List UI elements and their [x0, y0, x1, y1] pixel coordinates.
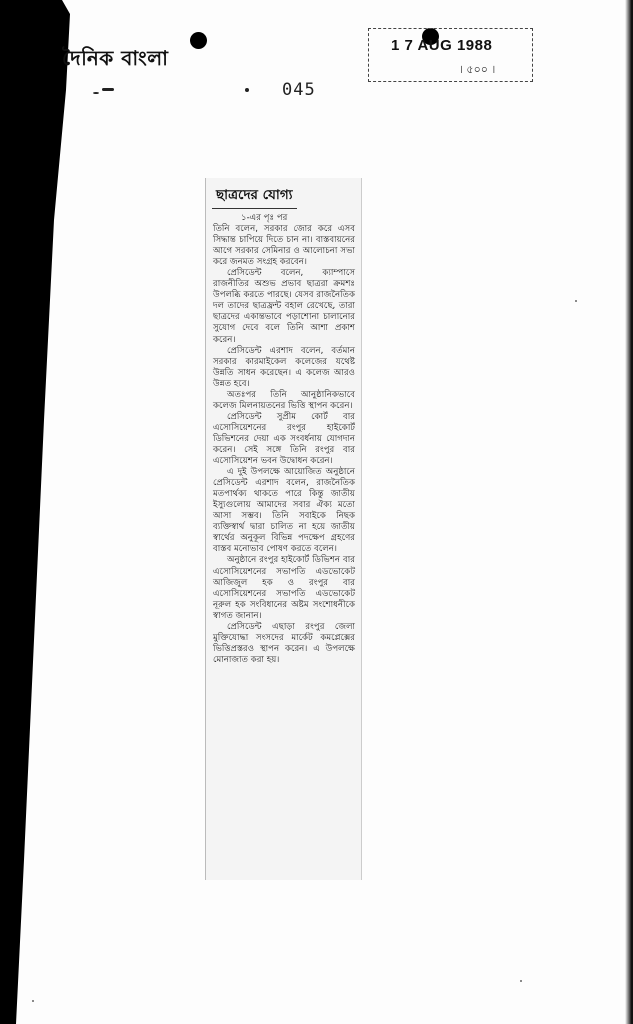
- page-number: 045: [282, 80, 316, 100]
- paragraph: প্রেসিডেন্ট বলেন, ক্যাম্পাসে রাজনীতির অশুভ প্রভাব ছাত্ররা ক্রমশঃ উপলব্ধি করতে পারছে। যেসব রাজনৈতিক দল তাদের ছাত্রফ্রন্ট বহাল রেখেছে, তারা ছাত্রদের একান্তভাবে পড়াশোনা চালানোর সুযোগ দেবে বলে তিনি আশা প্রকাশ করেন।: [213, 268, 358, 345]
- left-dark-border: [0, 0, 70, 1024]
- right-dark-edge: [625, 0, 633, 1024]
- scan-speck: [520, 980, 522, 982]
- paragraph: অনুষ্ঠানে রংপুর হাইকোর্ট ডিভিশন বার এসোসিয়েশনের সভাপতি এডভোকেট আজিজুল হক ও রংপুর বার এসোসিয়েশনের সভাপতি এডভোকেট নূরুল হক সংবিধানের অষ্টম সংশোধনীকে স্বাগত জানান।: [213, 555, 358, 621]
- ink-speck: [93, 92, 99, 94]
- clipping-body: [206, 211, 361, 670]
- scan-speck: [32, 1000, 34, 1002]
- ink-speck: [245, 88, 249, 92]
- stamp-sub-mark: । ৫০০ ।: [459, 63, 496, 76]
- newspaper-clipping: [205, 178, 362, 880]
- paragraph: অতঃপর তিনি আনুষ্ঠানিকভাবে কলেজ মিলনায়তনের ভিত্তি স্থাপন করেন।: [213, 389, 358, 411]
- ink-speck: [102, 88, 114, 91]
- paragraph: তিনি বলেন, সরকার জোর করে এসব সিদ্ধান্ত চাপিয়ে দিতে চান না। বাস্তবায়নের আগে সরকার সেমিনার ও আলোচনা সভা করে জনমত সংগ্রহ করবেন।: [213, 224, 358, 268]
- stamp-date: 1 7 AUG 1988: [391, 37, 493, 54]
- punch-hole-left: [190, 32, 207, 49]
- continued-from: ১-এর পৃঃ পর: [241, 213, 288, 223]
- scan-speck: [575, 300, 577, 302]
- paragraph: প্রেসিডেন্ট সুপ্রীম কোর্ট বার এসোসিয়েশনের রংপুর হাইকোর্ট ডিভিশনের দেয়া এক সংবর্ধনায় যোগদান করেন। সেই সঙ্গে তিনি রংপুর বার এসোসিয়েশন ভবন উদ্বোধন করেন।: [213, 411, 358, 467]
- clipping-title: ছাত্রদের যোগ্য: [212, 184, 297, 209]
- newspaper-name: দৈনিক বাংলা: [62, 46, 169, 70]
- paragraph: প্রেসিডেন্ট এরশাদ বলেন, বর্তমান সরকার কারমাইকেল কলেজের যথেষ্ট উন্নতি সাধন করেছেন। এ কলেজ আরও উন্নত হবে।: [213, 345, 358, 389]
- date-stamp: [368, 28, 533, 82]
- paragraph: প্রেসিডেন্ট এছাড়া রংপুর জেলা মুক্তিযোদ্ধা সংসদের মার্কেট কমপ্লেক্সের ভিত্তিপ্রস্তরও স্থাপন করেন। এ উপলক্ষে মোনাজাত করা হয়।: [213, 621, 358, 665]
- paragraph: এ দুই উপলক্ষে আয়োজিত অনুষ্ঠানে প্রেসিডেন্ট এরশাদ বলেন, রাজনৈতিক মতপার্থক্য থাকতে পারে কিন্তু জাতীয় ইস্যুগুলোয় আমাদের সবার ঐক্য মতো আসা সম্ভব। তিনি সবাইকে নিছক ব্যক্তিস্বার্থ দ্বারা চালিত না হয়ে জাতীয় স্বার্থের অনুকূল বিভিন্ন পদক্ষেপ গ্রহণের বাস্তব মনোভাব পোষণ করতে বলেন।: [213, 467, 358, 555]
